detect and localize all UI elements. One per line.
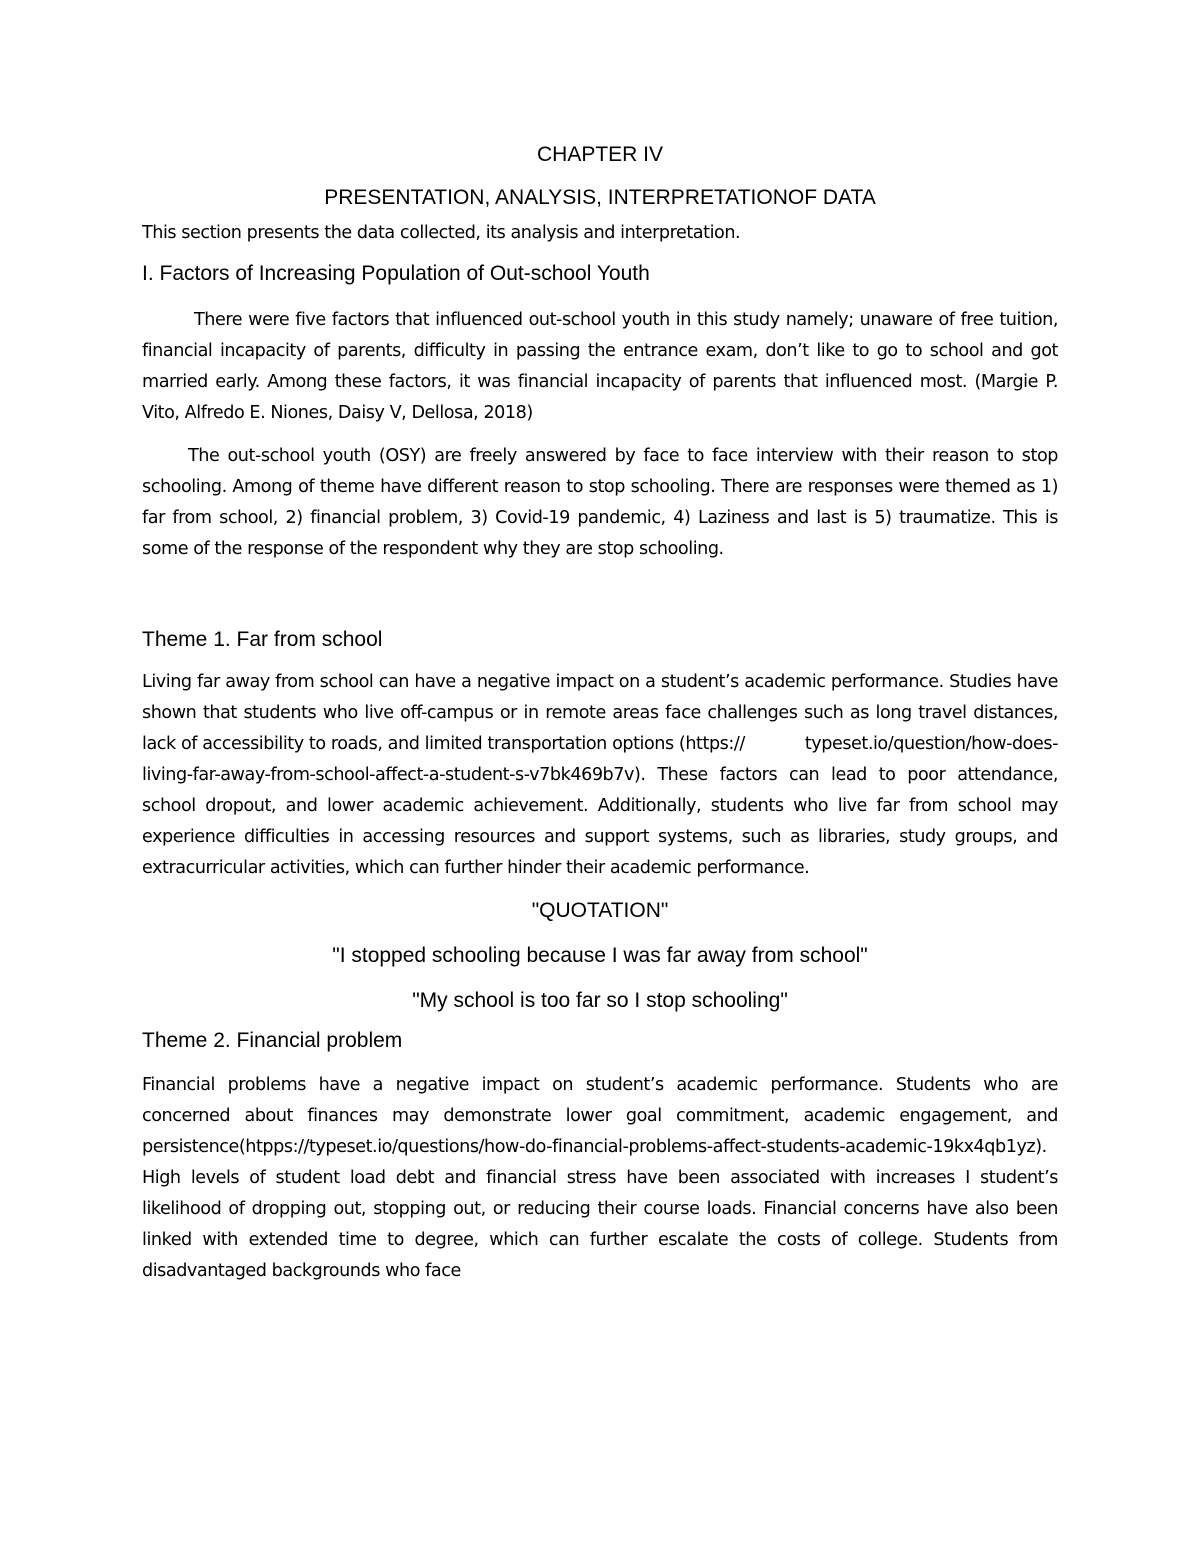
theme-1-heading: Theme 1. Far from school [142,628,383,651]
chapter-title: CHAPTER IV [536,143,664,166]
quotation-label: "QUOTATION" [531,899,669,922]
intro-sentence: This section presents the data collected, its analysis and interpretation. [142,223,741,243]
page-content [142,140,1058,1287]
quote-1: "I stopped schooling because I was far away from school" [332,944,868,967]
theme-1-paragraph [142,667,1058,884]
theme-1-url-text: typeset.io/question/how-does-living-far-away-from-school-affect-a-student-s-v7bk469b7v). These factors can lead to poor attendance, school dropout, and lower academic achievement. Additionally, students who live far from school may experience difficulties in accessing resources and support systems, such as libraries, study groups, and extracurricular activities, which can further hinder their academic performance. [142,734,1058,878]
theme-2-paragraph: Financial problems have a negative impact on student’s academic performance. Students who are concerned about finances may demonstrate lower goal commitment, academic engagement, and persistence(htpps://typeset.io/questions/how-do-financial-problems-affect-students-academic-19kx4qb1yz). High levels of student load debt and financial stress have been associated with increases I student’s likelihood of dropping out, stopping out, or reducing their course loads. Financial concerns have also been linked with extended time to degree, which can further escalate the costs of college. Students from disadvantaged backgrounds who face [142,1075,1058,1281]
theme-1-quotations [142,896,1058,1016]
section-heading-factors: I. Factors of Increasing Population of Out-school Youth [142,262,650,285]
osy-responses-paragraph: The out-school youth (OSY) are freely answered by face to face interview with their reason to stop schooling. Among of theme have different reason to stop schooling. There are responses were themed as 1) far from school, 2) financial problem, 3) Covid-19 pandemic, 4) Laziness and last is 5) traumatize. This is some of the response of the respondent why they are stop schooling. [142,446,1058,559]
theme-2-heading: Theme 2. Financial problem [142,1029,403,1052]
chapter-subtitle: PRESENTATION, ANALYSIS, INTERPRETATIONOF DATA [324,186,876,209]
factors-paragraph: There were five factors that influenced out-school youth in this study namely; unaware of free tuition, financial incapacity of parents, difficulty in passing the entrance exam, don’t like to go to school and got married early. Among these factors, it was financial incapacity of parents that influenced most. (Margie P. Vito, Alfredo E. Niones, Daisy V, Dellosa, 2018) [142,310,1058,423]
quote-2: "My school is too far so I stop schooling" [412,989,788,1012]
theme-1-paragraph-text: Living far away from school can have a negative impact on a student’s academic performance. Studies have shown that students who live off-campus or in remote areas face challenges such as long travel distances, lack of accessibility to roads, and limited transportation options (https:// [142,672,1058,754]
